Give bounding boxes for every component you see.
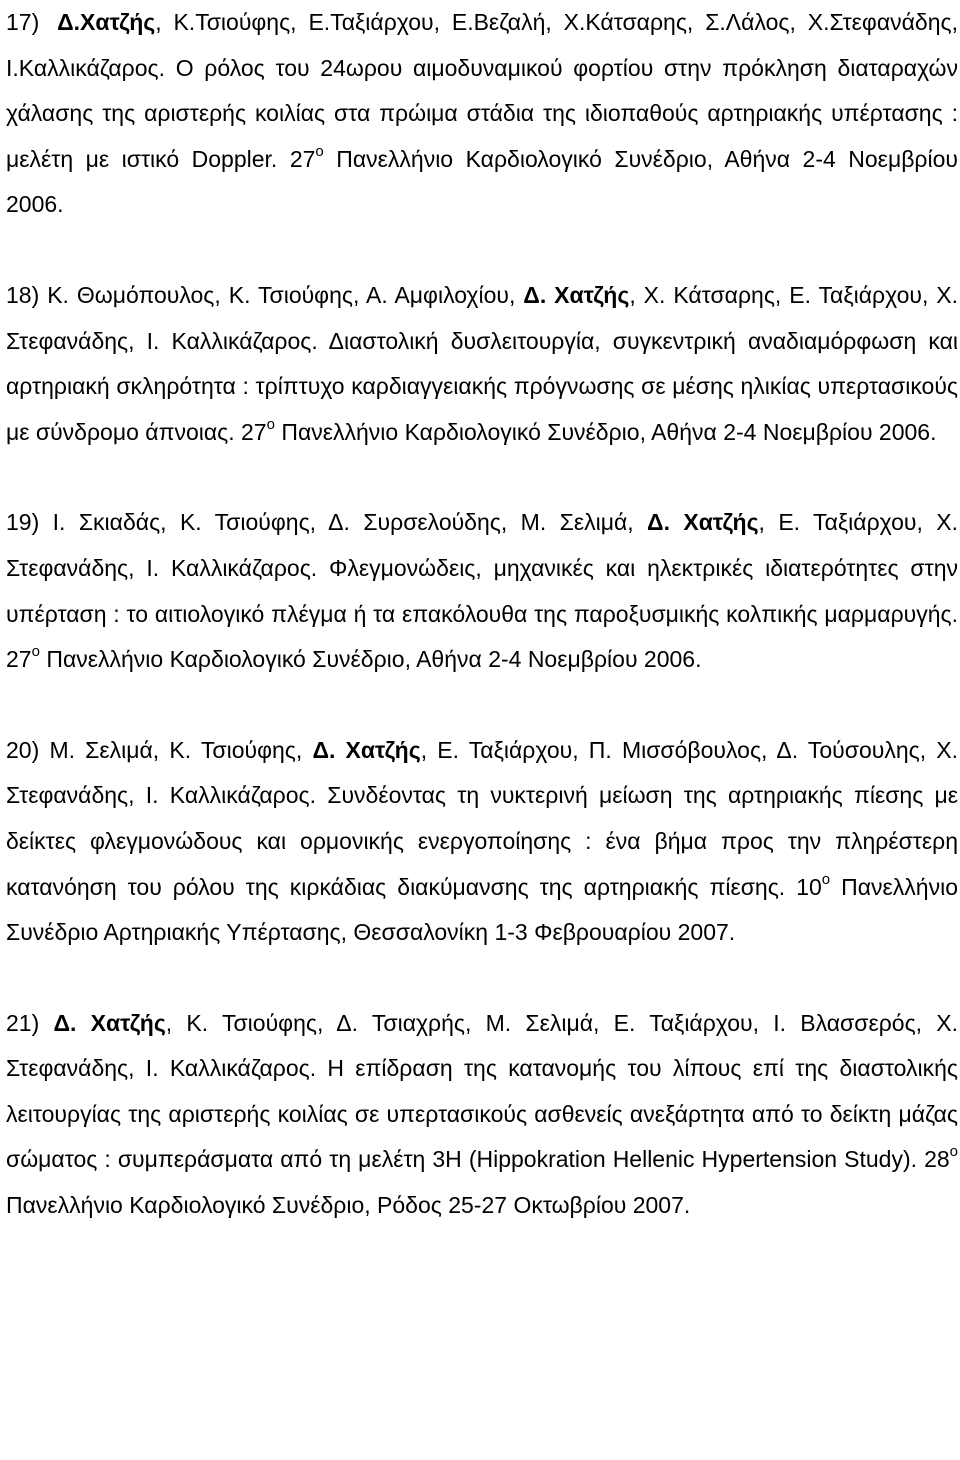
venue-ordinal: 10 (796, 873, 822, 900)
reference-authors-before: Μ. Σελιμά, Κ. Τσιούφης, (49, 736, 303, 763)
reference-item-19 (6, 500, 958, 682)
reference-title: Ο ρόλος του 24ωρου αιμοδυναμικού φορτίου στην πρόκληση διαταραχών χάλασης της αριστερής κοιλίας στα πρώιμα στάδια της ιδιοπαθούς αρτηριακής υπέρτασης : μελέτη με ιστικό Doppler. (6, 54, 959, 172)
reference-venue: Πανελλήνιο Καρδιολογικό Συνέδριο, Αθήνα 2-4 Νοεμβρίου 2006. (6, 145, 958, 218)
reference-authors: Κ.Τσιούφης, Ε.Ταξιάρχου, Ε.Βεζαλή, Χ.Κάτσαρης, Σ.Λάλος, Χ.Στεφανάδης, Ι.Καλλικάζαρος. (6, 9, 959, 81)
reference-title: Συνδέοντας τη νυκτερινή μείωση της αρτηριακής πίεσης με δείκτες φλεγμονώδους και ορμονικής ενεργοποίησης : ένα βήμα προς την πληρέστερη κατανόηση του ρόλου της κιρκάδιας διακύμανσης της αρτηριακής πίεσης. (6, 782, 959, 900)
venue-ordinal-suffix: ο (31, 643, 40, 661)
reference-title: Φλεγμονώδεις, μηχανικές και ηλεκτρικές ιδιατερότητες στην υπέρταση : το αιτιολογικό πλέγμα ή τα επακόλουθα της παροξυσμικής κολπικής μαρμαρυγής. (6, 554, 959, 627)
reference-item-20 (6, 728, 958, 956)
reference-title: Η επίδραση της κατανομής του λίπους επί της διαστολικής λειτουργίας της αριστερής κοιλίας σε υπερτασικούς ασθενείς ανεξάρτητα από το δείκτη μάζας σώματος : συμπεράσματα από τη μελέτη 3Η (Hippokration Hellenic Hypertension Study). (6, 1055, 959, 1173)
reference-item-21 (6, 1001, 958, 1229)
reference-list (6, 0, 958, 1229)
venue-ordinal-suffix: ο (266, 415, 275, 433)
reference-authors-after: , Ε. Ταξιάρχου, Χ. Στεφανάδης, Ι. Καλλικάζαρος. (6, 509, 959, 581)
reference-authors-after: , Κ. Τσιούφης, Δ. Τσιαχρής, Μ. Σελιμά, Ε. Ταξιάρχου, Ι. Βλασσερός, Χ. Στεφανάδης, Ι. Καλλικάζαρος. (6, 1009, 959, 1082)
venue-ordinal: 27 (6, 646, 32, 673)
reference-number: 18) (6, 281, 40, 308)
reference-number: 17) (6, 9, 40, 35)
author-highlighted: Δ. Χατζής (312, 736, 421, 763)
reference-venue: Πανελλήνιο Συνέδριο Αρτηριακής Υπέρτασης, Θεσσαλονίκη 1-3 Φεβρουαρίου 2007. (6, 873, 958, 946)
author-highlighted: Δ. Χατζής (53, 1009, 166, 1036)
reference-venue: Πανελλήνιο Καρδιολογικό Συνέδριο, Αθήνα 2-4 Νοεμβρίου 2006. (46, 646, 702, 673)
reference-item-18 (6, 273, 958, 455)
reference-number: 19) (6, 509, 40, 536)
venue-ordinal-suffix: ο (949, 1143, 959, 1161)
venue-ordinal-suffix: ο (821, 870, 831, 888)
venue-ordinal-suffix: ο (315, 142, 324, 160)
venue-ordinal: 28 (924, 1146, 950, 1173)
author-highlighted: Δ. Χατζής (647, 509, 759, 536)
reference-number: 20) (6, 736, 40, 763)
author-highlighted: Δ.Χατζής (57, 9, 156, 35)
reference-number: 21) (6, 1009, 40, 1036)
reference-authors-after: , Ε. Ταξιάρχου, Π. Μισσόβουλος, Δ. Τούσουλης, Χ. Στεφανάδης, Ι. Καλλικάζαρος. (6, 736, 958, 809)
reference-authors-before: Κ. Θωμόπουλος, Κ. Τσιούφης, Α. Αμφιλοχίου, (47, 281, 516, 308)
reference-title: Διαστολική δυσλειτουργία, συγκεντρική αναδιαμόρφωση και αρτηριακή σκληρότητα : τρίπτυχο καρδιαγγειακής πρόγνωσης σε μέσης ηλικίας υπερτασικούς με σύνδρομο άπνοιας. (6, 327, 958, 445)
author-highlighted: Δ. Χατζής (523, 281, 630, 308)
reference-authors-after: , Χ. Κάτσαρης, Ε. Ταξιάρχου, Χ. Στεφανάδης, Ι. Καλλικάζαρος. (6, 281, 959, 354)
reference-venue: Πανελλήνιο Καρδιολογικό Συνέδριο, Αθήνα 2-4 Νοεμβρίου 2006. (281, 418, 937, 445)
venue-ordinal: 27 (289, 145, 316, 172)
venue-ordinal: 27 (241, 418, 267, 445)
reference-authors-before: Ι. Σκιαδάς, Κ. Τσιούφης, Δ. Συρσελούδης, Μ. Σελιμά, (52, 509, 634, 536)
reference-venue: Πανελλήνιο Καρδιολογικό Συνέδριο, Ρόδος 25-27 Οκτωβρίου 2007. (6, 1192, 691, 1219)
reference-item-17 (6, 0, 958, 228)
author-separator: , (155, 9, 174, 35)
